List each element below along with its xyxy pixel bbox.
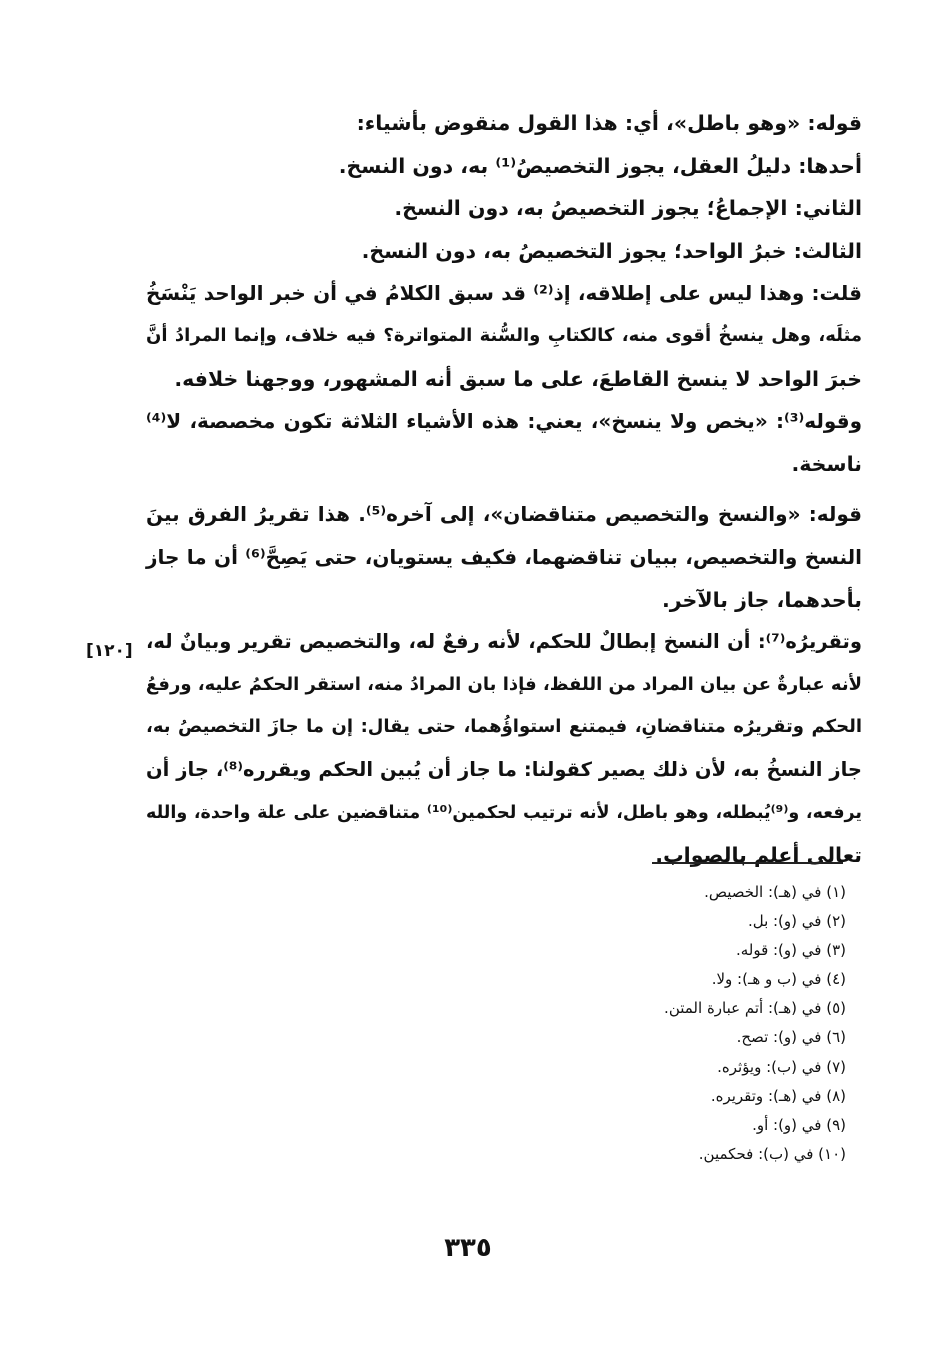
main-text [146,102,862,877]
text-line: الثاني: الإجماعُ؛ يجوز التخصيصُ به، دون النسخ. [394,196,862,221]
footnote: (٩) في (و): أو. [752,1115,846,1134]
footnote: (٣) في (و): قوله. [735,941,846,960]
text-line: يرفعه، و⁽⁹⁾يُبطله، وهو باطل، لأنه ترتيب لحكمين⁽¹⁰⁾ متناقضين على علة واحدة، والله [146,802,862,823]
text-line: تعالى أعلم بالصواب. [655,843,862,868]
text-line: الثالث: خبرُ الواحد؛ يجوز التخصيصُ به، دون النسخ. [361,238,862,263]
footnote: (٥) في (هـ): أتم عبارة المتن. [664,999,846,1018]
footnote: (٧) في (ب): ويؤثره. [717,1057,846,1076]
text-line: خبرَ الواحد لا ينسخ القاطعَ، على ما سبق أنه المشهور، ووجهنا خلافه. [174,366,862,391]
text-line: جاز النسخُ به، لأن ذلك يصير كقولنا: ما جاز أن يُبين الحكم ويقرره⁽⁸⁾، جاز أن [146,757,862,781]
footnote: (١) في (هـ): الخصيص. [704,883,846,901]
text-line: النسخ والتخصيص، ببيان تناقضهما، فكيف يستويان، حتى يَصِحَّ⁽⁶⁾ أن ما جاز [146,544,863,569]
footnote: (٢) في (و): بل. [747,912,846,931]
footnote-divider [652,862,843,864]
text-line: لأنه عبارةٌ عن بيان المراد من اللفظ، فإذا بان المرادُ منه، استقر الحكمُ عليه، ورفعُ [145,673,862,695]
text-line: وقوله⁽³⁾: «يخص ولا ينسخ»، يعني: هذه الأشياء الثلاثة تكون مخصصة، لا⁽⁴⁾ [146,409,862,434]
footnote: (٤) في (ب و هـ): ولا. [711,970,846,989]
footnote: (١٠) في (ب): فحكمين. [698,1144,846,1163]
text-line: ناسخة. [791,451,862,476]
text-line: قوله: «وهو باطل»، أي: هذا القول منقوض بأشياء: [356,111,862,135]
text-line: قوله: «والنسخ والتخصيص متناقضان»، إلى آخره⁽⁵⁾. هذا تقريرُ الفرق بينَ [146,502,862,527]
text-line: بأحدهما، جاز بالآخر. [662,587,862,612]
text-line: قلت: وهذا ليس على إطلاقه، إذ⁽²⁾ قد سبق الكلامُ في أن خبر الواحد يَنْسَخُ [146,281,862,306]
text-line: الحكم وتقريرُه متناقضانِ، فيمتنع استواؤُهما، حتى يقال: إن ما جازَ التخصيصُ به، [146,716,862,738]
footnote: (٦) في (و): تصح. [736,1028,846,1047]
page-number: ٣٣٥ [444,1233,492,1263]
text-line: أحدها: دليلُ العقل، يجوز التخصيصُ⁽¹⁾ به، دون النسخ. [338,153,862,178]
footnote: (٨) في (هـ): وتقريره. [710,1086,846,1105]
margin-page-marker: [١٢٠] [86,641,133,661]
text-line: مثلَه، وهل ينسخُ أقوى منه، كالكتابِ والسُّنة المتواترة؟ فيه خلاف، وإنما المرادُ أنَّ [146,324,862,346]
text-line: وتقريرُه⁽⁷⁾: أن النسخ إبطالٌ للحكم، لأنه رفعٌ له، والتخصيص تقرير وبيانٌ له، [146,630,862,654]
footnotes [446,878,846,1169]
